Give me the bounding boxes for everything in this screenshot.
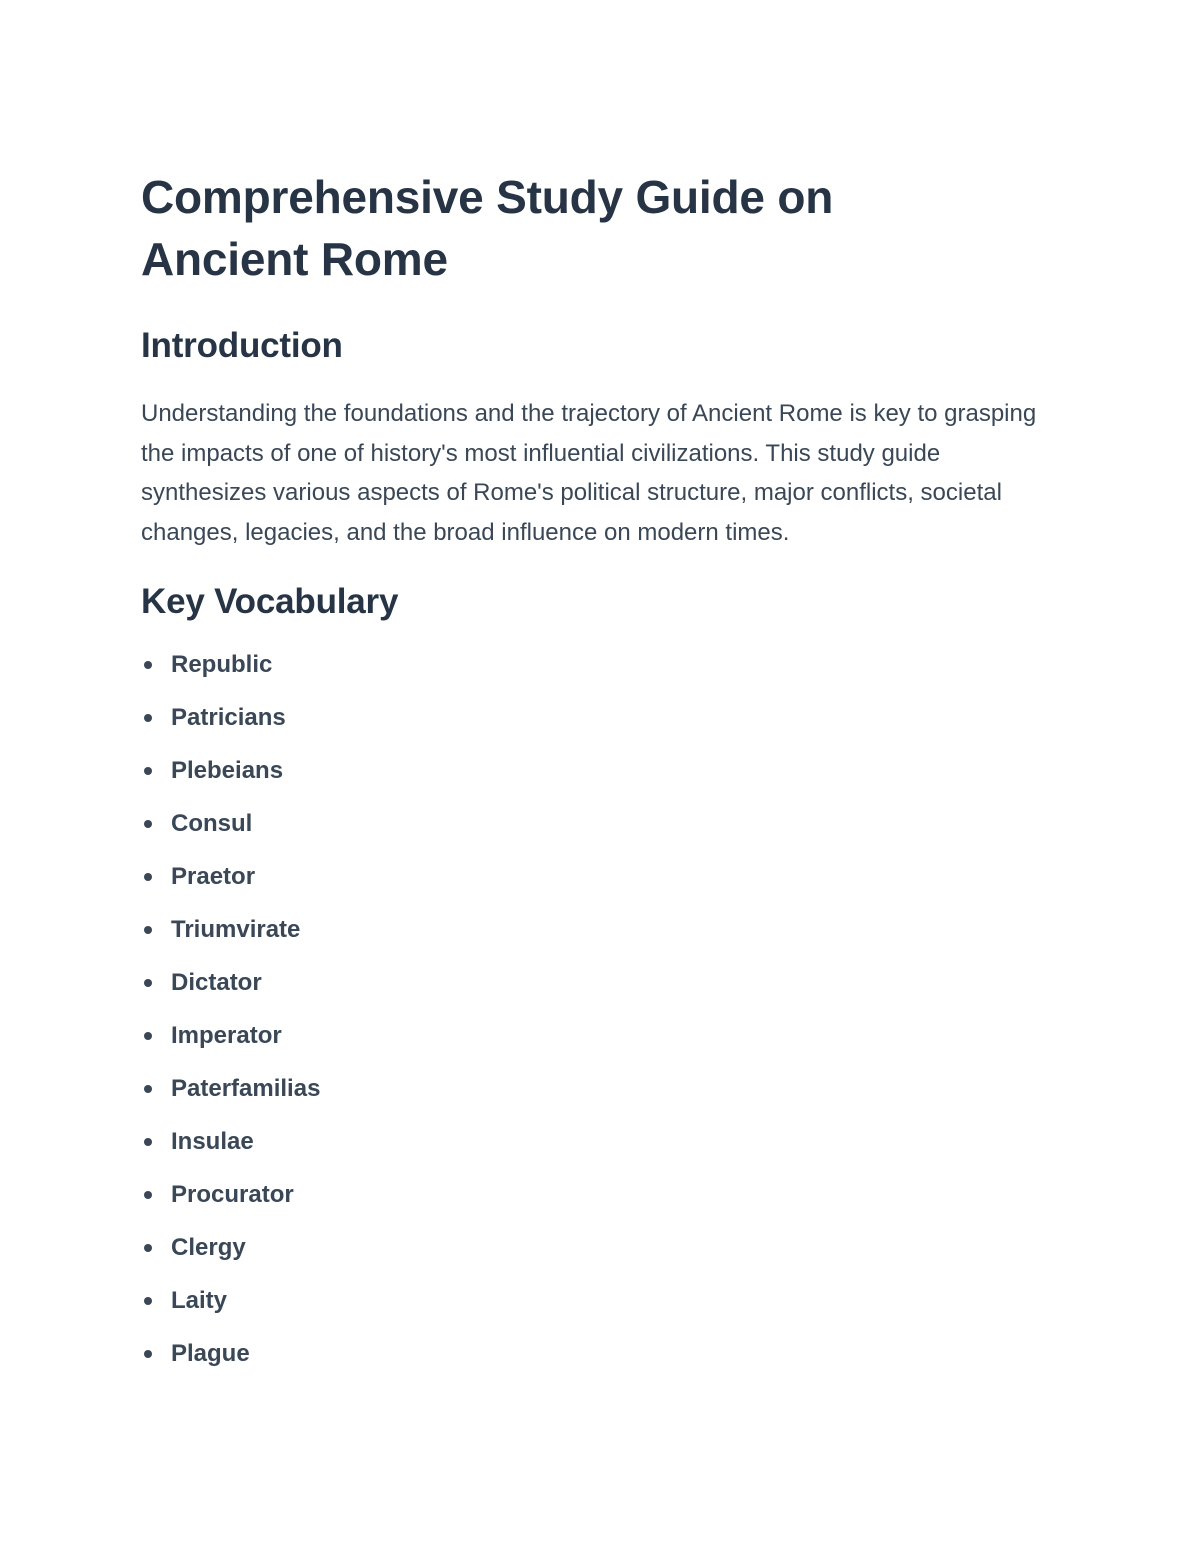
vocabulary-item — [141, 756, 1071, 809]
vocabulary-item — [141, 809, 1071, 862]
document-page — [141, 166, 1071, 1392]
bullet-icon — [144, 1244, 152, 1252]
vocabulary-item — [141, 968, 1071, 1021]
bullet-icon — [144, 979, 152, 987]
bullet-icon — [144, 1138, 152, 1146]
vocabulary-item — [141, 1286, 1071, 1339]
bullet-icon — [144, 714, 152, 722]
vocabulary-term: Clergy — [171, 1234, 246, 1261]
vocabulary-list — [141, 650, 1071, 1392]
bullet-icon — [144, 926, 152, 934]
bullet-icon — [144, 1350, 152, 1358]
vocabulary-term: Imperator — [171, 1022, 282, 1049]
vocabulary-term: Consul — [171, 810, 253, 837]
bullet-icon — [144, 767, 152, 775]
vocabulary-term: Praetor — [171, 863, 256, 890]
vocabulary-item — [141, 1074, 1071, 1127]
vocabulary-item — [141, 650, 1071, 703]
vocabulary-item — [141, 1233, 1071, 1286]
bullet-icon — [144, 1032, 152, 1040]
bullet-icon — [144, 820, 152, 828]
vocabulary-item — [141, 1180, 1071, 1233]
vocabulary-term: Plebeians — [171, 757, 284, 784]
vocabulary-item — [141, 915, 1071, 968]
bullet-icon — [144, 873, 152, 881]
key-vocabulary-heading: Key Vocabulary — [141, 582, 399, 621]
vocabulary-term: Republic — [171, 651, 273, 678]
vocabulary-item — [141, 703, 1071, 756]
bullet-icon — [144, 1085, 152, 1093]
bullet-icon — [144, 661, 152, 669]
introduction-paragraph: Understanding the foundations and the trajectory of Ancient Rome is key to grasping the impacts of one of history's most influential civilizations. This study guide synthesizes various aspects of Rome's political structure, major conflicts, societal changes, legacies, and the broad influence on modern times. — [141, 400, 1037, 546]
document-title: Comprehensive Study Guide on Ancient Rome — [141, 171, 834, 285]
bullet-icon — [144, 1297, 152, 1305]
vocabulary-item — [141, 1127, 1071, 1180]
vocabulary-term: Dictator — [171, 969, 262, 996]
vocabulary-term: Plague — [171, 1340, 250, 1367]
vocabulary-term: Triumvirate — [171, 916, 301, 943]
vocabulary-term: Procurator — [171, 1181, 294, 1208]
vocabulary-term: Paterfamilias — [171, 1075, 321, 1102]
introduction-heading: Introduction — [141, 326, 343, 365]
vocabulary-item — [141, 862, 1071, 915]
vocabulary-term: Laity — [171, 1287, 228, 1314]
vocabulary-item — [141, 1339, 1071, 1392]
vocabulary-item — [141, 1021, 1071, 1074]
vocabulary-term: Patricians — [171, 704, 286, 731]
bullet-icon — [144, 1191, 152, 1199]
vocabulary-term: Insulae — [171, 1128, 254, 1155]
